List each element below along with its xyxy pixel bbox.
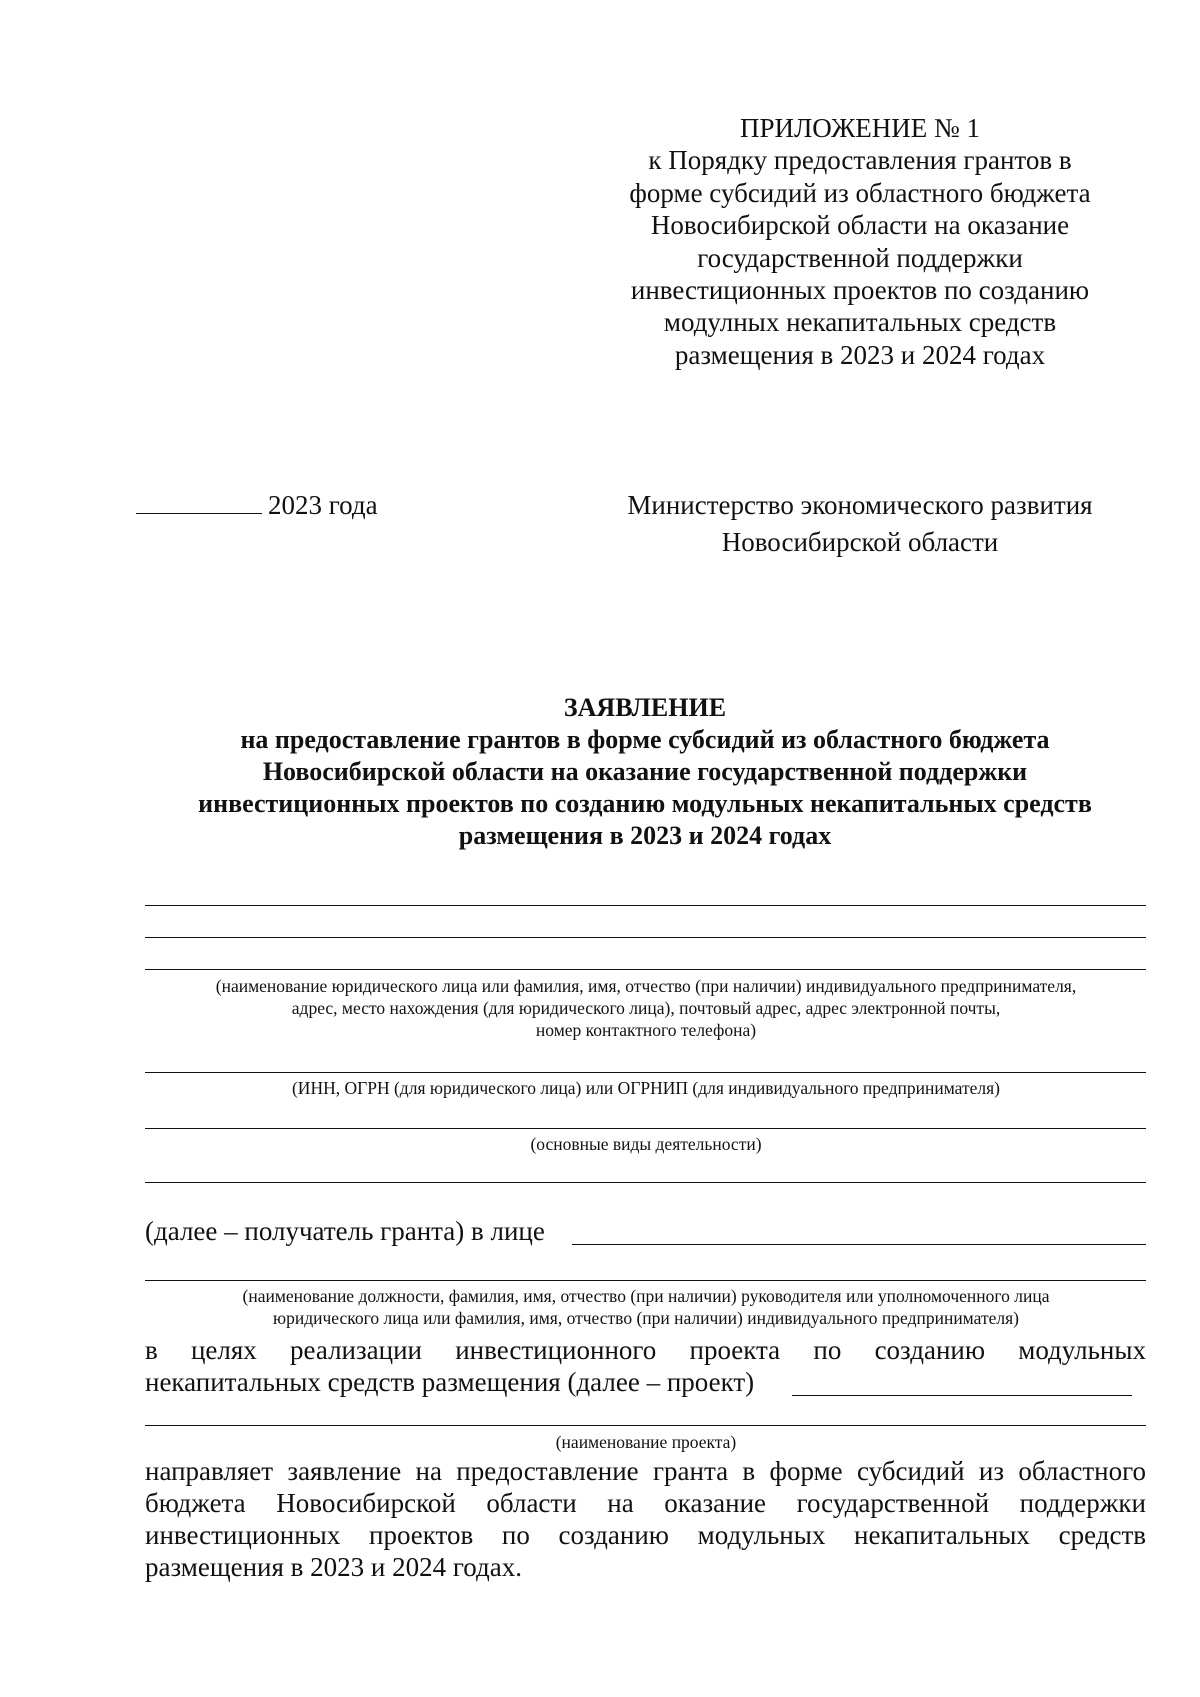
applicant-fill-line[interactable] bbox=[145, 969, 1146, 970]
appendix-header bbox=[600, 112, 1120, 371]
project-fill-line[interactable] bbox=[145, 1425, 1146, 1426]
appendix-number: ПРИЛОЖЕНИЕ № 1 bbox=[739, 113, 981, 143]
appendix-line: Новосибирской области на оказание bbox=[650, 210, 1070, 241]
date-blank[interactable] bbox=[136, 487, 262, 514]
date-year: 2023 года bbox=[268, 490, 378, 520]
representative-caption: (наименование должности, фамилия, имя, отчество (при наличии) руководителя или уполномоченного лица юридического лица или фамилия, имя, отчество (при наличии) индивидуального предпринимателя) bbox=[242, 1286, 1050, 1328]
applicant-caption: (наименование юридического лица или фамилия, имя, отчество (при наличии) индивидуального предпринимателя, адрес, место нахождения (для юридического лица), почтовый адрес, адрес электронной почты, номер контактного телефона) bbox=[215, 976, 1077, 1040]
final-paragraph-line: размещения в 2023 и 2024 годах. bbox=[145, 1552, 522, 1582]
appendix-line: к Порядку предоставления грантов в bbox=[648, 145, 1072, 176]
appendix-line: инвестиционных проектов по созданию bbox=[630, 275, 1090, 306]
title-line: на предоставление грантов в форме субсидий из областного бюджета bbox=[240, 725, 1050, 754]
purpose-line: некапитальных средств размещения (далее – проект) bbox=[145, 1367, 755, 1397]
final-paragraph-line: направляет заявление на предоставление гранта в форме субсидий из областного bbox=[145, 1456, 1146, 1486]
applicant-fill-line[interactable] bbox=[145, 937, 1146, 938]
document-title bbox=[140, 692, 1150, 852]
representative-fill-line[interactable] bbox=[572, 1244, 1146, 1245]
title-heading: ЗАЯВЛЕНИЕ bbox=[563, 693, 727, 722]
title-line: Новосибирской области на оказание государственной поддержки bbox=[262, 757, 1028, 786]
inn-caption: (ИНН, ОГРН (для юридического лица) или ОГРНИП (для индивидуального предпринимателя) bbox=[291, 1078, 1000, 1098]
title-line: инвестиционных проектов по созданию модульных некапитальных средств bbox=[198, 789, 1092, 818]
final-paragraph-line: бюджета Новосибирской области на оказание государственной поддержки bbox=[145, 1488, 1146, 1518]
activity-fill-line[interactable] bbox=[145, 1128, 1146, 1129]
activity-caption: (основные виды деятельности) bbox=[530, 1134, 762, 1154]
project-fill-line[interactable] bbox=[792, 1395, 1132, 1396]
representative-fill-line[interactable] bbox=[145, 1280, 1146, 1281]
date-field bbox=[136, 487, 378, 521]
appendix-line: модулных некапитальных средств bbox=[663, 307, 1057, 338]
appendix-line: размещения в 2023 и 2024 годах bbox=[674, 339, 1046, 370]
inn-fill-line[interactable] bbox=[145, 1072, 1146, 1073]
final-paragraph-line: инвестиционных проектов по созданию модульных некапитальных средств bbox=[145, 1520, 1146, 1550]
appendix-line: государственной поддержки bbox=[697, 242, 1023, 273]
activity-fill-line[interactable] bbox=[145, 1182, 1146, 1183]
recipient-line: Новосибирской области bbox=[721, 527, 999, 557]
recipient-block bbox=[600, 487, 1120, 561]
project-caption: (наименование проекта) bbox=[555, 1432, 737, 1452]
applicant-fill-line[interactable] bbox=[145, 905, 1146, 906]
recipient-in-person-label: (далее – получатель гранта) в лице bbox=[145, 1216, 545, 1246]
purpose-line: в целях реализации инвестиционного проекта по созданию модульных bbox=[145, 1335, 1146, 1365]
recipient-line: Министерство экономического развития bbox=[627, 490, 1093, 520]
title-line: размещения в 2023 и 2024 годах bbox=[458, 821, 832, 850]
appendix-line: форме субсидий из областного бюджета bbox=[629, 177, 1091, 208]
